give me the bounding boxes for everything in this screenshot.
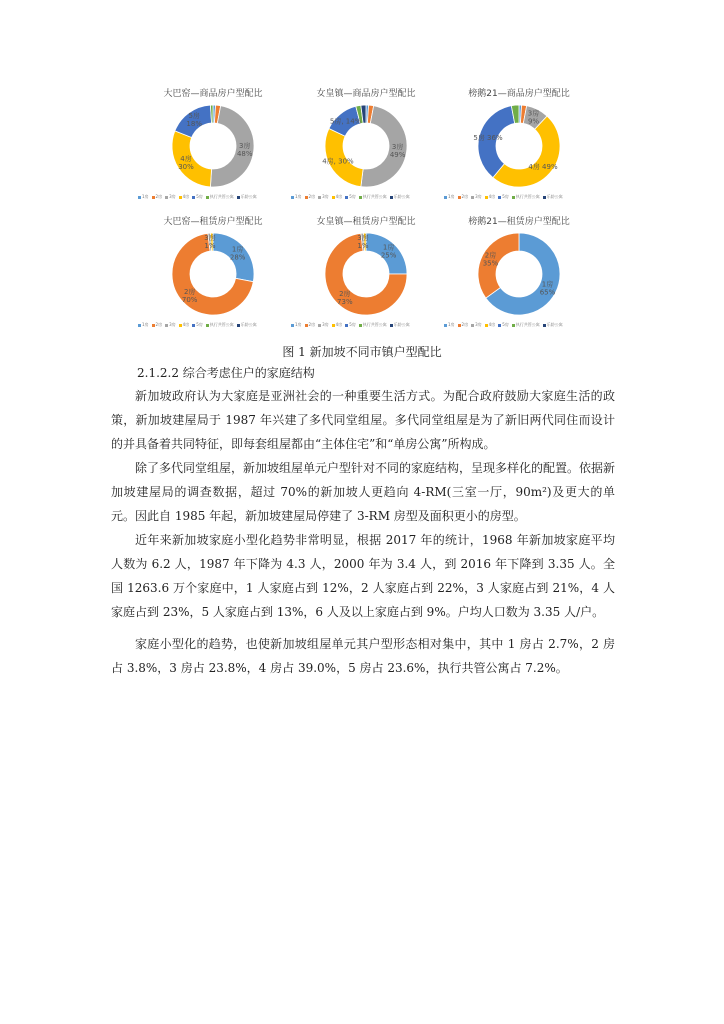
legend-swatch <box>165 196 168 199</box>
legend-swatch <box>543 324 546 327</box>
slice-label: 4房 30% <box>178 155 194 172</box>
legend-item <box>471 322 482 328</box>
legend-swatch <box>512 196 515 199</box>
legend-swatch <box>206 196 209 199</box>
legend-item <box>345 194 356 200</box>
legend-label: 乐龄公寓 <box>546 194 563 199</box>
legend-item <box>138 322 149 328</box>
legend-item <box>138 194 149 200</box>
slice-label: 5房 18% <box>186 112 202 129</box>
legend-label: 乐龄公寓 <box>240 194 257 199</box>
legend-label: 5房 <box>196 322 203 327</box>
legend-swatch <box>471 196 474 199</box>
legend-swatch <box>192 196 195 199</box>
legend-item <box>485 322 496 328</box>
chart-legend <box>138 322 298 328</box>
legend-label: 执行共管公寓 <box>515 194 540 199</box>
legend-swatch <box>444 324 447 327</box>
legend-swatch <box>138 196 141 199</box>
legend-swatch <box>345 196 348 199</box>
legend-label: 执行共管公寓 <box>209 194 234 199</box>
slice-label: 3房 48% <box>236 142 253 159</box>
legend-label: 5房 <box>196 194 203 199</box>
legend-item <box>498 322 509 328</box>
legend-label: 1房 <box>295 194 302 199</box>
legend-swatch <box>305 196 308 199</box>
donut-svg <box>138 214 288 334</box>
donut-chart-queenstown-rental <box>291 214 441 334</box>
legend-swatch <box>485 196 488 199</box>
chart-legend <box>444 194 604 200</box>
legend-item <box>179 322 190 328</box>
legend-swatch <box>152 324 155 327</box>
legend-item <box>458 322 469 328</box>
legend-item <box>291 194 302 200</box>
legend-swatch <box>192 324 195 327</box>
legend-swatch <box>305 324 308 327</box>
legend-item <box>444 194 455 200</box>
chart-title: 女皇镇—租赁房户型配比 <box>316 217 416 227</box>
legend-swatch <box>179 196 182 199</box>
legend-item <box>498 194 509 200</box>
legend-label: 4房 <box>182 194 190 199</box>
legend-label: 5房 <box>349 322 356 327</box>
chart-title: 榜鹅21—租赁房户型配比 <box>468 217 570 227</box>
legend-label: 4房 <box>488 322 496 327</box>
legend-item <box>305 194 316 200</box>
donut-svg <box>444 86 594 206</box>
legend-swatch <box>332 196 335 199</box>
legend-label: 5房 <box>502 194 509 199</box>
slice-label: 5房 36% <box>473 134 503 143</box>
donut-svg <box>291 86 441 206</box>
slice-label: 3房 49% <box>389 143 406 160</box>
donut-chart-dabayao-commercial <box>138 86 288 206</box>
legend-item <box>471 194 482 200</box>
legend-label: 3房 <box>169 194 176 199</box>
legend-label: 3房 <box>322 194 329 199</box>
donut-chart-punggol-commercial <box>444 86 594 206</box>
legend-item <box>345 322 356 328</box>
slice-label: 1房 25% <box>380 243 397 260</box>
chart-title: 榜鹅21—商品房户型配比 <box>468 89 570 99</box>
figure-caption: 图 1 新加坡不同市镇户型配比 <box>282 345 442 359</box>
donut-chart-dabayao-rental <box>138 214 288 334</box>
legend-swatch <box>498 324 501 327</box>
legend-item <box>543 194 563 200</box>
legend-swatch <box>359 324 362 327</box>
legend-item <box>444 322 455 328</box>
donut-chart-punggol-rental <box>444 214 594 334</box>
slice-label: 4房, 30% <box>322 157 354 166</box>
legend-swatch <box>498 196 501 199</box>
legend-label: 4房 <box>335 194 343 199</box>
legend-swatch <box>206 324 209 327</box>
chart-title: 大巴窑—租赁房户型配比 <box>163 217 263 227</box>
paragraph: 除了多代同堂组屋，新加坡组屋单元户型针对不同的家庭结构，呈现多样化的配置。依据新加坡建屋局的调查数据，超过 70%的新加坡人更趋向 4-RM(三室一厅，90m²)及更大的单元。因此自 1985 年起，新加坡建屋局停建了 3-RM 房型及面积更小的房型。 <box>111 461 616 523</box>
legend-item <box>165 194 176 200</box>
legend-label: 乐龄公寓 <box>546 322 563 327</box>
legend-label: 执行共管公寓 <box>209 322 234 327</box>
legend-swatch <box>237 196 240 199</box>
legend-label: 3房 <box>475 322 482 327</box>
legend-item <box>206 322 234 328</box>
legend-item <box>152 322 163 328</box>
slice-label: 2房 70% <box>181 287 198 304</box>
legend-label: 乐龄公寓 <box>393 194 410 199</box>
paragraph: 近年来新加坡家庭小型化趋势非常明显，根据 2017 年的统计，1968 年新加坡家庭平均人数为 6.2 人，1987 年下降为 4.3 人，2000 年为 3.4 人，到 2016 年下降到 3.35 人。全国 1263.6 万个家庭中，1 人家庭占到 12%，2 人家庭占到 22%，3 人家庭占到 21%，4 人家庭占到 23%，5 人家庭占到 13%，6 人及以上家庭占到 9%。户均人口数为 3.35 人/户。 <box>111 533 615 619</box>
slice-label: 5房, 14% <box>329 117 362 126</box>
legend-item <box>318 194 329 200</box>
section-heading: 2.1.2.2 综合考虑住户的家庭结构 <box>137 366 315 380</box>
legend-swatch <box>444 196 447 199</box>
legend-label: 4房 <box>488 194 496 199</box>
legend-item <box>206 194 234 200</box>
legend-item <box>485 194 496 200</box>
legend-label: 乐龄公寓 <box>240 322 257 327</box>
legend-swatch <box>512 324 515 327</box>
legend-swatch <box>152 196 155 199</box>
legend-label: 2房 <box>461 194 469 199</box>
slice-label: 2房 73% <box>337 290 353 307</box>
paragraph: 家庭小型化的趋势，也使新加坡组屋单元其户型形态相对集中，其中 1 房占 2.7%，2 房占 3.8%，3 房占 23.8%，4 房占 39.0%，5 房占 23.6%，执行共管公寓占 7.2%。 <box>111 637 615 675</box>
slice-label: 3房 9% <box>527 109 540 126</box>
legend-item <box>192 322 203 328</box>
donut-svg <box>444 214 594 334</box>
legend-item <box>318 322 329 328</box>
legend-swatch <box>318 324 321 327</box>
legend-item <box>305 322 316 328</box>
legend-item <box>359 194 387 200</box>
legend-item <box>192 194 203 200</box>
legend-item <box>332 194 343 200</box>
slice-label: 3房 1% <box>204 234 216 251</box>
legend-label: 2房 <box>461 322 469 327</box>
legend-swatch <box>179 324 182 327</box>
legend-item <box>332 322 343 328</box>
legend-swatch <box>345 324 348 327</box>
legend-label: 2房 <box>308 194 316 199</box>
legend-label: 4房 <box>335 322 343 327</box>
legend-item <box>543 322 563 328</box>
legend-swatch <box>390 196 393 199</box>
legend-item <box>152 194 163 200</box>
donut-chart-queenstown-commercial <box>291 86 441 206</box>
chart-legend <box>138 194 298 200</box>
legend-item <box>458 194 469 200</box>
legend-item <box>390 194 410 200</box>
slice-label: 1房 65% <box>539 280 556 297</box>
legend-swatch <box>359 196 362 199</box>
donut-slice-4房 <box>172 131 212 187</box>
legend-label: 1房 <box>142 194 149 199</box>
legend-swatch <box>485 324 488 327</box>
legend-label: 2房 <box>308 322 316 327</box>
legend-item <box>179 194 190 200</box>
legend-swatch <box>291 196 294 199</box>
slice-label: 4房 49% <box>528 163 558 172</box>
legend-swatch <box>332 324 335 327</box>
chart-legend <box>444 322 604 328</box>
legend-label: 1房 <box>142 322 149 327</box>
legend-item <box>165 322 176 328</box>
legend-label: 执行共管公寓 <box>362 194 387 199</box>
legend-label: 5房 <box>349 194 356 199</box>
legend-swatch <box>165 324 168 327</box>
legend-label: 1房 <box>448 194 455 199</box>
legend-label: 1房 <box>448 322 455 327</box>
legend-swatch <box>390 324 393 327</box>
legend-swatch <box>291 324 294 327</box>
legend-label: 执行共管公寓 <box>515 322 540 327</box>
legend-item <box>291 322 302 328</box>
legend-label: 4房 <box>182 322 190 327</box>
slice-label: 3房 1% <box>357 234 369 251</box>
paragraph: 新加坡政府认为大家庭是亚洲社会的一种重要生活方式。为配合政府鼓励大家庭生活的政策，新加坡建屋局于 1987 年兴建了多代同堂组屋。多代同堂组屋是为了新旧两代同住而设计的并具备着共同特征，即每套组屋都由“主体住宅”和“单房公寓”所构成。 <box>111 389 615 451</box>
legend-label: 3房 <box>169 322 176 327</box>
donut-svg <box>138 86 288 206</box>
legend-item <box>359 322 387 328</box>
legend-label: 2房 <box>155 322 163 327</box>
slice-label: 2房 35% <box>482 251 499 268</box>
legend-label: 2房 <box>155 194 163 199</box>
legend-label: 执行共管公寓 <box>362 322 387 327</box>
legend-label: 1房 <box>295 322 302 327</box>
legend-label: 3房 <box>322 322 329 327</box>
legend-item <box>512 194 540 200</box>
legend-swatch <box>471 324 474 327</box>
legend-item <box>237 322 257 328</box>
legend-label: 乐龄公寓 <box>393 322 410 327</box>
legend-swatch <box>458 324 461 327</box>
legend-swatch <box>318 196 321 199</box>
donut-svg <box>291 214 441 334</box>
chart-title: 大巴窑—商品房户型配比 <box>163 89 263 99</box>
legend-swatch <box>458 196 461 199</box>
legend-label: 5房 <box>502 322 509 327</box>
chart-legend <box>291 322 451 328</box>
chart-title: 女皇镇—商品房户型配比 <box>316 89 416 99</box>
legend-swatch <box>237 324 240 327</box>
legend-item <box>512 322 540 328</box>
slice-label: 1房 28% <box>229 245 246 262</box>
legend-item <box>237 194 257 200</box>
legend-label: 3房 <box>475 194 482 199</box>
chart-legend <box>291 194 451 200</box>
legend-swatch <box>138 324 141 327</box>
legend-item <box>390 322 410 328</box>
legend-swatch <box>543 196 546 199</box>
